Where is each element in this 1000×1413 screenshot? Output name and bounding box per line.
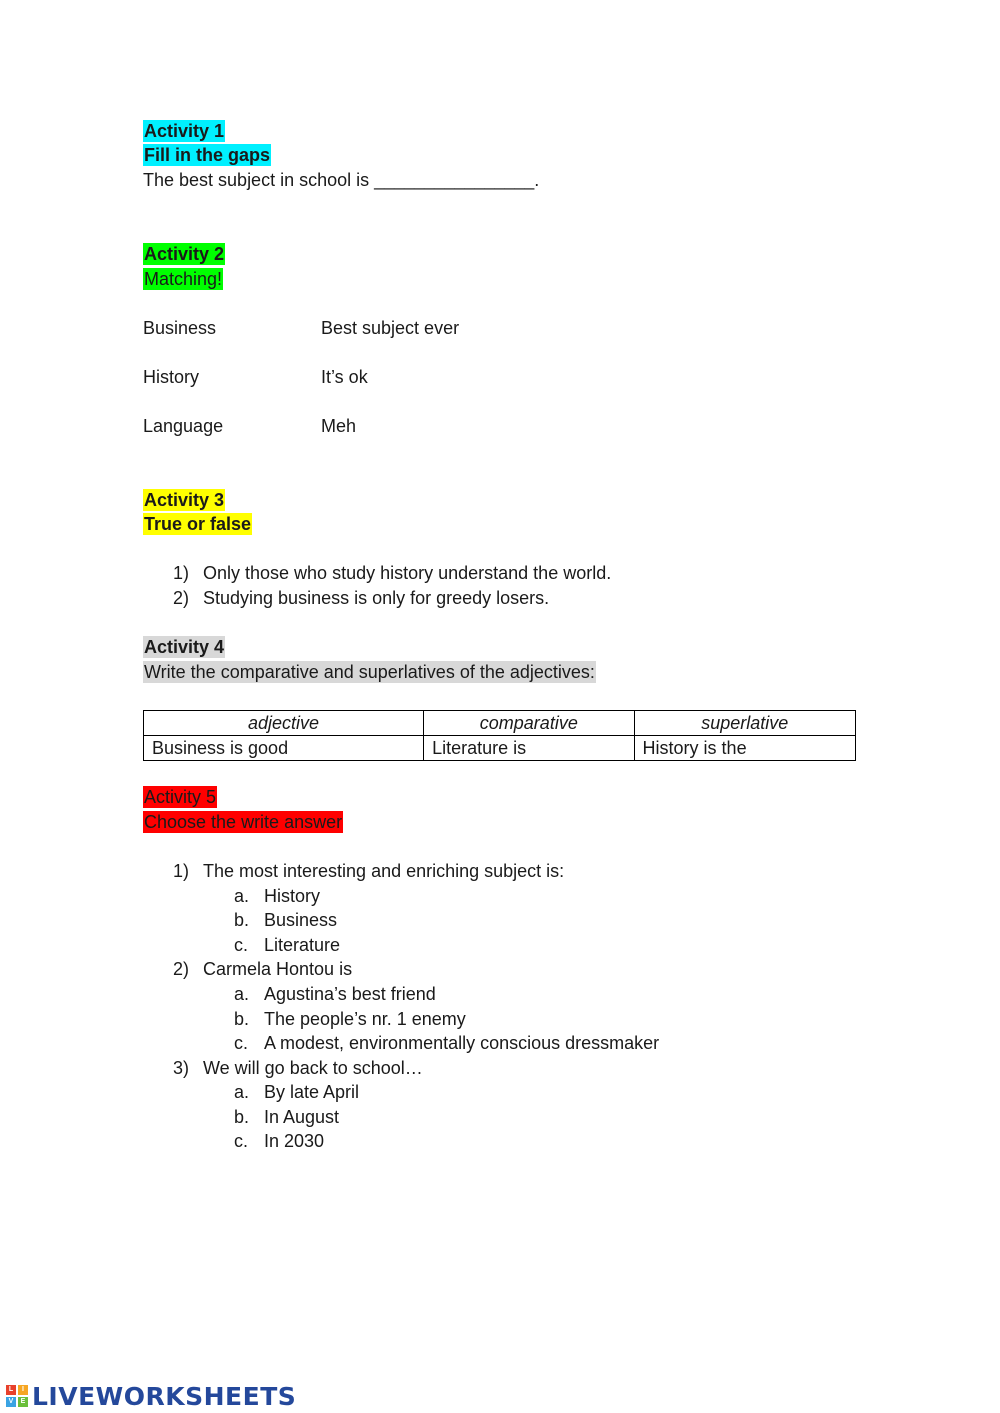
activity4-subtitle: Write the comparative and superlatives of the adjectives:: [144, 662, 595, 682]
match-left-1: Business: [143, 318, 217, 338]
activity2-title: Activity 2: [144, 244, 225, 264]
activity1-title: Activity 1: [144, 121, 225, 141]
question-3-option-b: b. In August: [234, 1107, 340, 1127]
match-right-1: Best subject ever: [321, 318, 460, 338]
activity3-subtitle: True or false: [144, 514, 252, 534]
question-1-option-a: a. History: [234, 886, 321, 906]
logo-mark-icon: [6, 1385, 28, 1407]
adjectives-table: [143, 710, 856, 761]
logo-mark-square: V: [6, 1397, 16, 1407]
match-left-3: Language: [143, 416, 224, 436]
activity1-subtitle: Fill in the gaps: [144, 145, 271, 165]
table-cell-adjective: Business is good: [144, 736, 424, 761]
question-2-option-c: c. A modest, environmentally conscious dressmaker: [234, 1033, 660, 1053]
table-header-comparative: comparative: [424, 711, 634, 736]
logo-mark-square: E: [18, 1397, 28, 1407]
activity4-title: Activity 4: [144, 637, 225, 657]
liveworksheets-logo[interactable]: [6, 1382, 296, 1410]
logo-text: LIVEWORKSHEETS: [32, 1381, 297, 1411]
question-3: 3) We will go back to school…: [173, 1058, 423, 1078]
match-left-2: History: [143, 367, 200, 387]
table-cell-comparative: Literature is: [424, 736, 634, 761]
logo-mark-square: I: [18, 1385, 28, 1395]
logo-mark-square: L: [6, 1385, 16, 1395]
table-header-superlative: superlative: [634, 711, 855, 736]
tf-item-2: 2) Studying business is only for greedy losers.: [173, 588, 550, 608]
activity3-title: Activity 3: [144, 490, 225, 510]
question-2-option-b: b. The people’s nr. 1 enemy: [234, 1009, 466, 1029]
question-1-option-c: c. Literature: [234, 935, 341, 955]
table-cell-superlative: History is the: [634, 736, 855, 761]
tf-item-1: 1) Only those who study history understand the world.: [173, 563, 612, 583]
question-2: 2) Carmela Hontou is: [173, 959, 353, 979]
activity5-subtitle: Choose the write answer: [144, 812, 343, 832]
activity1-sentence: The best subject in school is ________________.: [143, 170, 540, 190]
activity5-title: Activity 5: [144, 787, 217, 807]
table-header-row: [144, 711, 856, 736]
match-right-3: Meh: [321, 416, 357, 436]
table-row: [144, 736, 856, 761]
question-1-option-b: b. Business: [234, 910, 338, 930]
match-right-2: It’s ok: [321, 367, 368, 387]
table-header-adjective: adjective: [144, 711, 424, 736]
question-2-option-a: a. Agustina’s best friend: [234, 984, 436, 1004]
question-3-option-a: a. By late April: [234, 1082, 360, 1102]
question-3-option-c: c. In 2030: [234, 1131, 325, 1151]
question-1: 1) The most interesting and enriching subject is:: [173, 861, 565, 881]
activity2-subtitle: Matching!: [144, 269, 223, 289]
